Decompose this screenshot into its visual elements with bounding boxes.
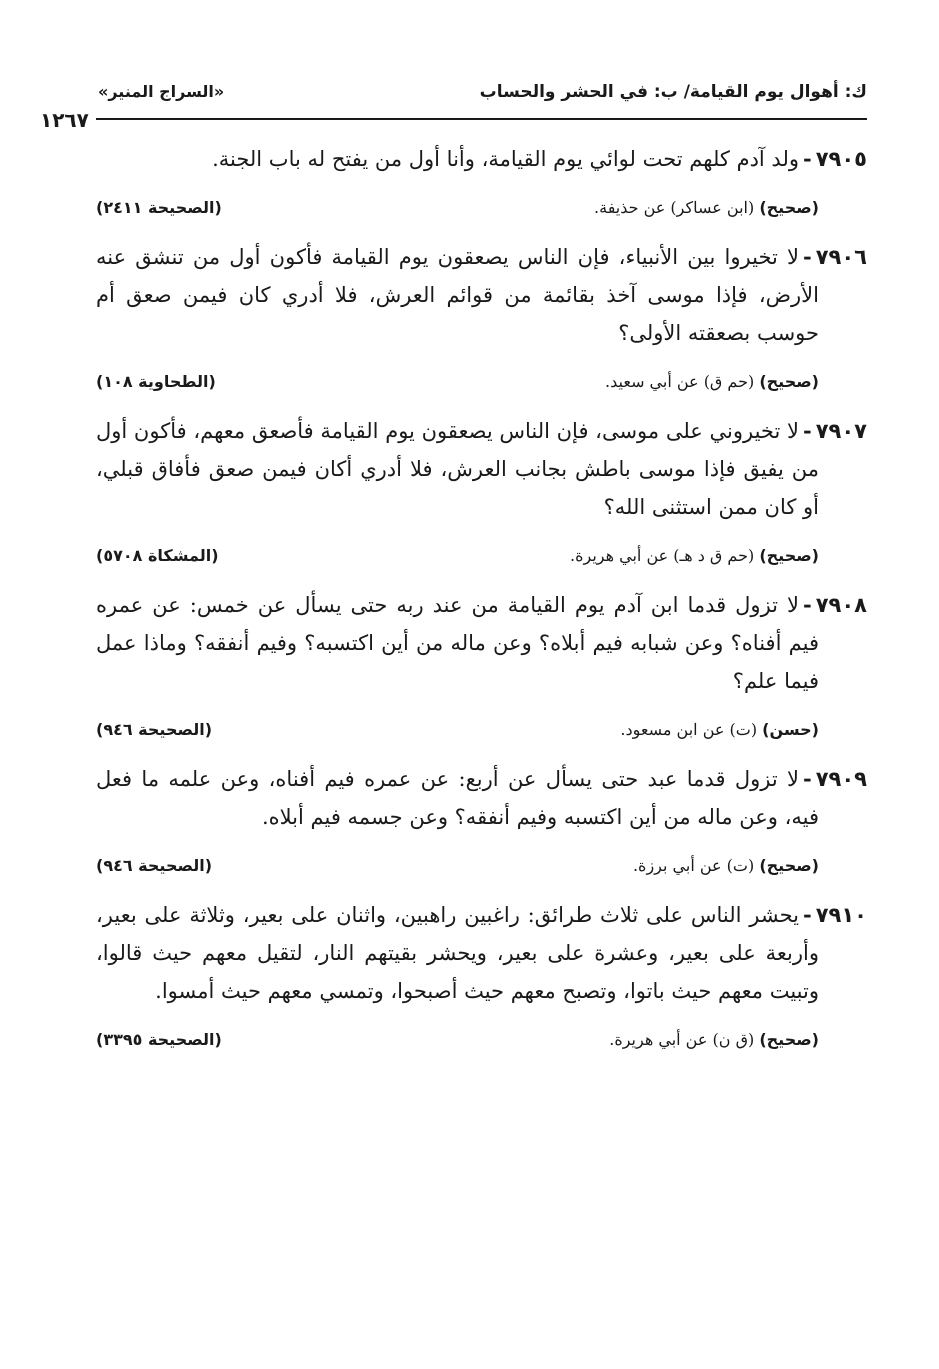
- hadith-source-line: [609, 1024, 819, 1056]
- hadith-reference: (الطحاوية ١٠٨): [96, 372, 216, 391]
- hadith-text-block: [96, 760, 867, 836]
- number-dash: -: [803, 244, 812, 269]
- book-title: «السراج المنير»: [98, 82, 225, 101]
- hadith-source-line: [570, 540, 819, 572]
- hadith-grade: (صحيح): [759, 372, 819, 391]
- hadith-text: لا تزول قدما عبد حتى يسأل عن أربع: عن عمره فيم أفناه، وعن علمه ما فعل فيه، وعن ماله من أين اكتسبه وفيم أنفقه؟ وعن جسمه فيم أبلاه.: [96, 767, 819, 829]
- hadith-number: ٧٩٠٩: [815, 767, 867, 791]
- hadith-number: ٧٩٠٨: [815, 593, 867, 617]
- hadith-grade: (صحيح): [759, 856, 819, 875]
- hadith-source-line: [605, 366, 819, 398]
- hadith-source: (ق ن) عن أبي هريرة.: [609, 1030, 755, 1049]
- hadith-entry: [96, 140, 867, 224]
- hadith-reference: (المشكاة ٥٧٠٨): [96, 546, 219, 565]
- hadith-source: (ت) عن أبي برزة.: [632, 856, 755, 875]
- hadith-text: ولد آدم كلهم تحت لوائي يوم القيامة، وأنا أول من يفتح له باب الجنة.: [212, 147, 799, 171]
- number-dash: -: [803, 592, 812, 617]
- hadith-source-line: [620, 714, 819, 746]
- hadith-text-block: [96, 412, 867, 526]
- hadith-grade: (حسن): [762, 720, 819, 739]
- hadith-number: ٧٩٠٧: [815, 419, 867, 443]
- number-dash: -: [803, 418, 812, 443]
- hadith-text-block: [96, 140, 867, 178]
- number-dash: -: [803, 766, 812, 791]
- hadith-source: (حم ق) عن أبي سعيد.: [605, 372, 755, 391]
- hadith-list: [96, 140, 867, 1070]
- hadith-meta: [96, 850, 867, 882]
- hadith-reference: (الصحيحة ٩٤٦): [96, 720, 213, 739]
- hadith-reference: (الصحيحة ٣٣٩٥): [96, 1030, 222, 1049]
- hadith-meta: [96, 540, 867, 572]
- hadith-source: (ابن عساكر) عن حذيفة.: [594, 198, 755, 217]
- hadith-source: (حم ق د هـ) عن أبي هريرة.: [570, 546, 755, 565]
- hadith-meta: [96, 192, 867, 224]
- hadith-grade: (صحيح): [759, 198, 819, 217]
- hadith-entry: [96, 760, 867, 882]
- hadith-text-block: [96, 586, 867, 700]
- hadith-grade: (صحيح): [759, 1030, 819, 1049]
- header-divider: [96, 118, 867, 120]
- chapter-title: ك: أهوال يوم القيامة/ ب: في الحشر والحساب: [479, 82, 867, 102]
- number-dash: -: [803, 902, 812, 927]
- hadith-text: لا تخيروا بين الأنبياء، فإن الناس يصعقون يوم القيامة فأكون أول من تنشق عنه الأرض، فإذا موسى آخذ بقائمة من قوائم العرش، فلا أدري كان فيمن صعق أم حوسب بصعقته الأولى؟: [96, 245, 819, 345]
- hadith-text-block: [96, 238, 867, 352]
- hadith-source: (ت) عن ابن مسعود.: [620, 720, 758, 739]
- hadith-text: لا تخيروني على موسى، فإن الناس يصعقون يوم القيامة فأصعق معهم، فأكون أول من يفيق فإذا موسى باطش بجانب العرش، فلا أدري أكان فيمن صعق فأفاق قبلي، أو كان ممن استثنى الله؟: [96, 419, 819, 519]
- hadith-entry: [96, 412, 867, 572]
- hadith-number: ٧٩٠٥: [815, 147, 867, 171]
- hadith-entry: [96, 238, 867, 398]
- hadith-source-line: [633, 850, 819, 882]
- running-header: [40, 80, 867, 132]
- hadith-grade: (صحيح): [759, 546, 819, 565]
- hadith-reference: (الصحيحة ٩٤٦): [96, 856, 213, 875]
- hadith-text: لا تزول قدما ابن آدم يوم القيامة من عند ربه حتى يسأل عن خمس: عن عمره فيم أفناه؟ وعن شبابه فيم أبلاه؟ وعن ماله من أين اكتسبه؟ وفيم أنفقه؟ وماذا عمل فيما علم؟: [96, 593, 819, 693]
- hadith-number: ٧٩٠٦: [815, 245, 867, 269]
- hadith-meta: [96, 1024, 867, 1056]
- hadith-text-block: [96, 896, 867, 1010]
- hadith-meta: [96, 714, 867, 746]
- hadith-number: ٧٩١٠: [815, 903, 867, 927]
- hadith-source-line: [594, 192, 819, 224]
- hadith-entry: [96, 896, 867, 1056]
- hadith-meta: [96, 366, 867, 398]
- hadith-text: يحشر الناس على ثلاث طرائق: راغبين راهبين، واثنان على بعير، وثلاثة على بعير، وأربعة على بعير، وعشرة على بعير، ويحشر بقيتهم النار، لتقيل معهم حيث قالوا، وتبيت معهم حيث باتوا، وتصبح معهم حيث أصبحوا، وتمسي معهم حيث أمسوا.: [96, 903, 819, 1003]
- page-number: ١٢٦٧: [40, 108, 89, 132]
- hadith-entry: [96, 586, 867, 746]
- number-dash: -: [803, 146, 812, 171]
- hadith-reference: (الصحيحة ٢٤١١): [96, 198, 222, 217]
